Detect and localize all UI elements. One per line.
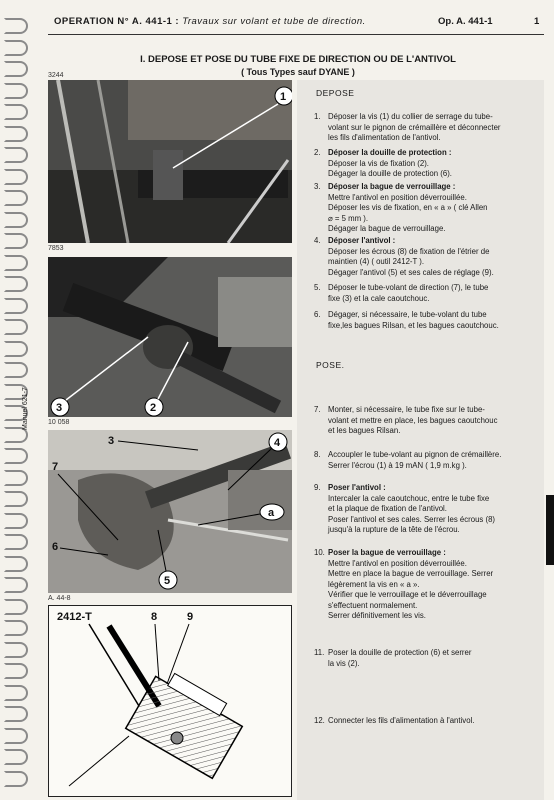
step-line: Dégager la douille de protection (6). (328, 169, 452, 178)
step-body (328, 405, 542, 437)
step-line: maintien (4) ( outil 2412-T ). (328, 257, 425, 266)
callout-4: 4 (274, 437, 281, 449)
step-line: Monter, si nécessaire, le tube fixe sur le tube- (328, 405, 485, 414)
binding-ring (4, 212, 28, 228)
binding-ring (4, 126, 28, 142)
pose-heading: POSE. (316, 360, 345, 370)
binding-ring (4, 534, 28, 550)
binding-ring (4, 190, 28, 206)
step-line: volant sur le pignon de crémaillère et déconnecter (328, 122, 501, 132)
step-line: Mettre l'antivol en position déverrouillée. (328, 192, 467, 202)
operation-description: Travaux sur volant et tube de direction. (182, 16, 366, 27)
step-line: Mettre en place la bague de verrouillage. Serrer (328, 569, 494, 578)
binding-ring (4, 706, 28, 722)
step-line: et la plaque de fixation de l'antivol. (328, 504, 447, 513)
step-item (314, 182, 542, 235)
step-line: Dégager la bague de verrouillage. (328, 224, 446, 233)
binding-ring (4, 298, 28, 314)
step-number: 3. (314, 182, 321, 191)
step-line: Poser l'antivol et ses cales. Serrer les écrous (8) (328, 514, 496, 524)
callout-7: 7 (52, 461, 59, 473)
step-line: Intercaler la cale caoutchouc, entre le tube fixe (328, 493, 490, 503)
step-heading: Déposer la bague de verrouillage : (328, 182, 456, 191)
callout-1: 1 (280, 91, 287, 103)
step-number: 10. (314, 548, 325, 557)
step-number: 6. (314, 310, 321, 319)
step-number: 7. (314, 405, 321, 414)
callout-8: 8 (151, 611, 158, 623)
binding-ring (4, 577, 28, 593)
page-number: 1 (534, 16, 540, 27)
step-line: volant et mettre en place, les bagues caoutchouc (328, 415, 498, 425)
binding-ring (4, 749, 28, 765)
binding-ring (4, 556, 28, 572)
step-item (314, 148, 542, 180)
step-line: Serrer définitivement les vis. (328, 611, 426, 620)
binding-ring (4, 491, 28, 507)
step-number: 9. (314, 483, 321, 492)
binding-ring (4, 642, 28, 658)
binding-ring (4, 40, 28, 56)
binding-ring (4, 685, 28, 701)
binding-ring (4, 448, 28, 464)
step-item (314, 283, 542, 304)
step-item (314, 548, 542, 622)
callout-a: a (268, 507, 275, 519)
step-body (328, 236, 542, 278)
step-item (314, 112, 542, 144)
callout-3b: 3 (108, 435, 115, 447)
binding-ring (4, 255, 28, 271)
binding-ring (4, 147, 28, 163)
callout-2412t: 2412-T (57, 611, 92, 623)
step-heading: Déposer la douille de protection : (328, 148, 452, 157)
binding-ring (4, 276, 28, 292)
callout-3: 3 (56, 402, 63, 414)
step-line: Déposer la vis de fixation (2). (328, 158, 429, 168)
step-body (328, 148, 542, 180)
page-header (48, 14, 548, 32)
step-heading: Déposer l'antivol : (328, 236, 396, 245)
step-line: s'effectuent normalement. (328, 600, 418, 610)
step-heading: Poser l'antivol : (328, 483, 386, 492)
step-line: jusqu'à la rupture de la tête de l'écrou. (328, 525, 460, 534)
callout-6: 6 (52, 541, 59, 553)
manual-side-label: Manuel 621-7 (22, 387, 29, 430)
diagram-figure-4 (48, 605, 292, 797)
step-line: Vérifier que le verrouillage et le déverrouillage (328, 590, 487, 599)
depose-heading: DEPOSE (316, 88, 355, 98)
step-line: Dégager l'antivol (5) et ses cales de réglage (9). (328, 267, 494, 277)
step-item (314, 236, 542, 278)
step-line: Déposer la vis (1) du collier de serrage du tube- (328, 112, 493, 121)
binding-ring (4, 513, 28, 529)
step-number: 12. (314, 716, 325, 725)
operation-number: OPERATION N° A. 441-1 : Travaux sur volant et tube de direction. (54, 16, 366, 27)
step-line: la vis (2). (328, 658, 360, 668)
step-line: et les bagues Rilsan. (328, 426, 401, 435)
step-line: les fils d'alimentation de l'antivol. (328, 133, 441, 142)
step-number: 2. (314, 148, 321, 157)
binding-ring (4, 341, 28, 357)
binding-ring (4, 233, 28, 249)
step-line: Connecter les fils d'alimentation à l'antivol. (328, 716, 475, 725)
step-number: 11. (314, 648, 325, 657)
step-body (328, 310, 542, 331)
binding-ring (4, 663, 28, 679)
step-body (328, 716, 542, 727)
step-number: 8. (314, 450, 321, 459)
step-line: fixe,les bagues Rilsan, et les bagues caoutchouc. (328, 320, 499, 330)
binding-ring (4, 18, 28, 34)
step-line: Poser la douille de protection (6) et serrer (328, 648, 472, 657)
step-line: légèrement la vis en « a ». (328, 579, 420, 589)
binding-ring (4, 771, 28, 787)
step-item (314, 405, 542, 437)
binding-ring (4, 169, 28, 185)
binding-ring (4, 470, 28, 486)
binding-ring (4, 620, 28, 636)
step-line: Accoupler le tube-volant au pignon de crémaillère. (328, 450, 502, 459)
binding-ring (4, 728, 28, 744)
binding-ring (4, 61, 28, 77)
page-edge-tab (546, 495, 554, 565)
section-title: I. DEPOSE ET POSE DU TUBE FIXE DE DIRECTION OU DE L'ANTIVOL (140, 54, 456, 65)
step-number: 1. (314, 112, 321, 121)
header-rule (48, 34, 544, 35)
step-item (314, 648, 542, 669)
step-body (328, 450, 542, 471)
step-item (314, 310, 542, 331)
photo-figure-1 (48, 80, 292, 243)
step-heading: Poser la bague de verrouillage : (328, 548, 446, 557)
figure-ref-2: 7853 (48, 245, 64, 252)
figure-ref-4: A. 44-8 (48, 595, 71, 602)
step-body (328, 483, 542, 536)
callout-9: 9 (187, 611, 194, 623)
binding-ring (4, 83, 28, 99)
step-line: Dégager, si nécessaire, le tube-volant du tube (328, 310, 487, 319)
step-body (328, 112, 542, 144)
step-line: Déposer le tube-volant de direction (7), le tube (328, 283, 489, 292)
step-number: 5. (314, 283, 321, 292)
binding-ring (4, 104, 28, 120)
callout-2: 2 (150, 402, 157, 414)
step-line: Déposer les écrous (8) de fixation de l'étrier de (328, 246, 490, 256)
photo-figure-2 (48, 257, 292, 417)
operation-ref: Op. A. 441-1 (438, 16, 493, 27)
step-item (314, 483, 542, 536)
step-item (314, 716, 542, 727)
step-item (314, 450, 542, 471)
binding-ring (4, 319, 28, 335)
figure-ref-1: 3244 (48, 72, 64, 79)
binding-ring (4, 362, 28, 378)
step-body (328, 283, 542, 304)
step-number: 4. (314, 236, 321, 245)
step-line: fixe (3) et la cale caoutchouc. (328, 293, 430, 303)
binding-ring (4, 599, 28, 615)
photo-figure-3 (48, 430, 292, 593)
step-line: Mettre l'antivol en position déverrouillée. (328, 558, 467, 568)
step-body (328, 648, 542, 669)
section-subtitle: ( Tous Types sauf DYANE ) (241, 67, 355, 77)
step-body (328, 548, 542, 622)
callout-5: 5 (164, 575, 171, 587)
step-line: Serrer l'écrou (1) à 19 mAN ( 1,9 m.kg ). (328, 460, 467, 470)
step-line: Déposer les vis de fixation, en « a » ( clé Allen (328, 203, 488, 212)
step-body (328, 182, 542, 235)
step-line: ⌀ = 5 mm ). (328, 213, 369, 223)
figure-ref-3: 10 058 (48, 419, 70, 426)
